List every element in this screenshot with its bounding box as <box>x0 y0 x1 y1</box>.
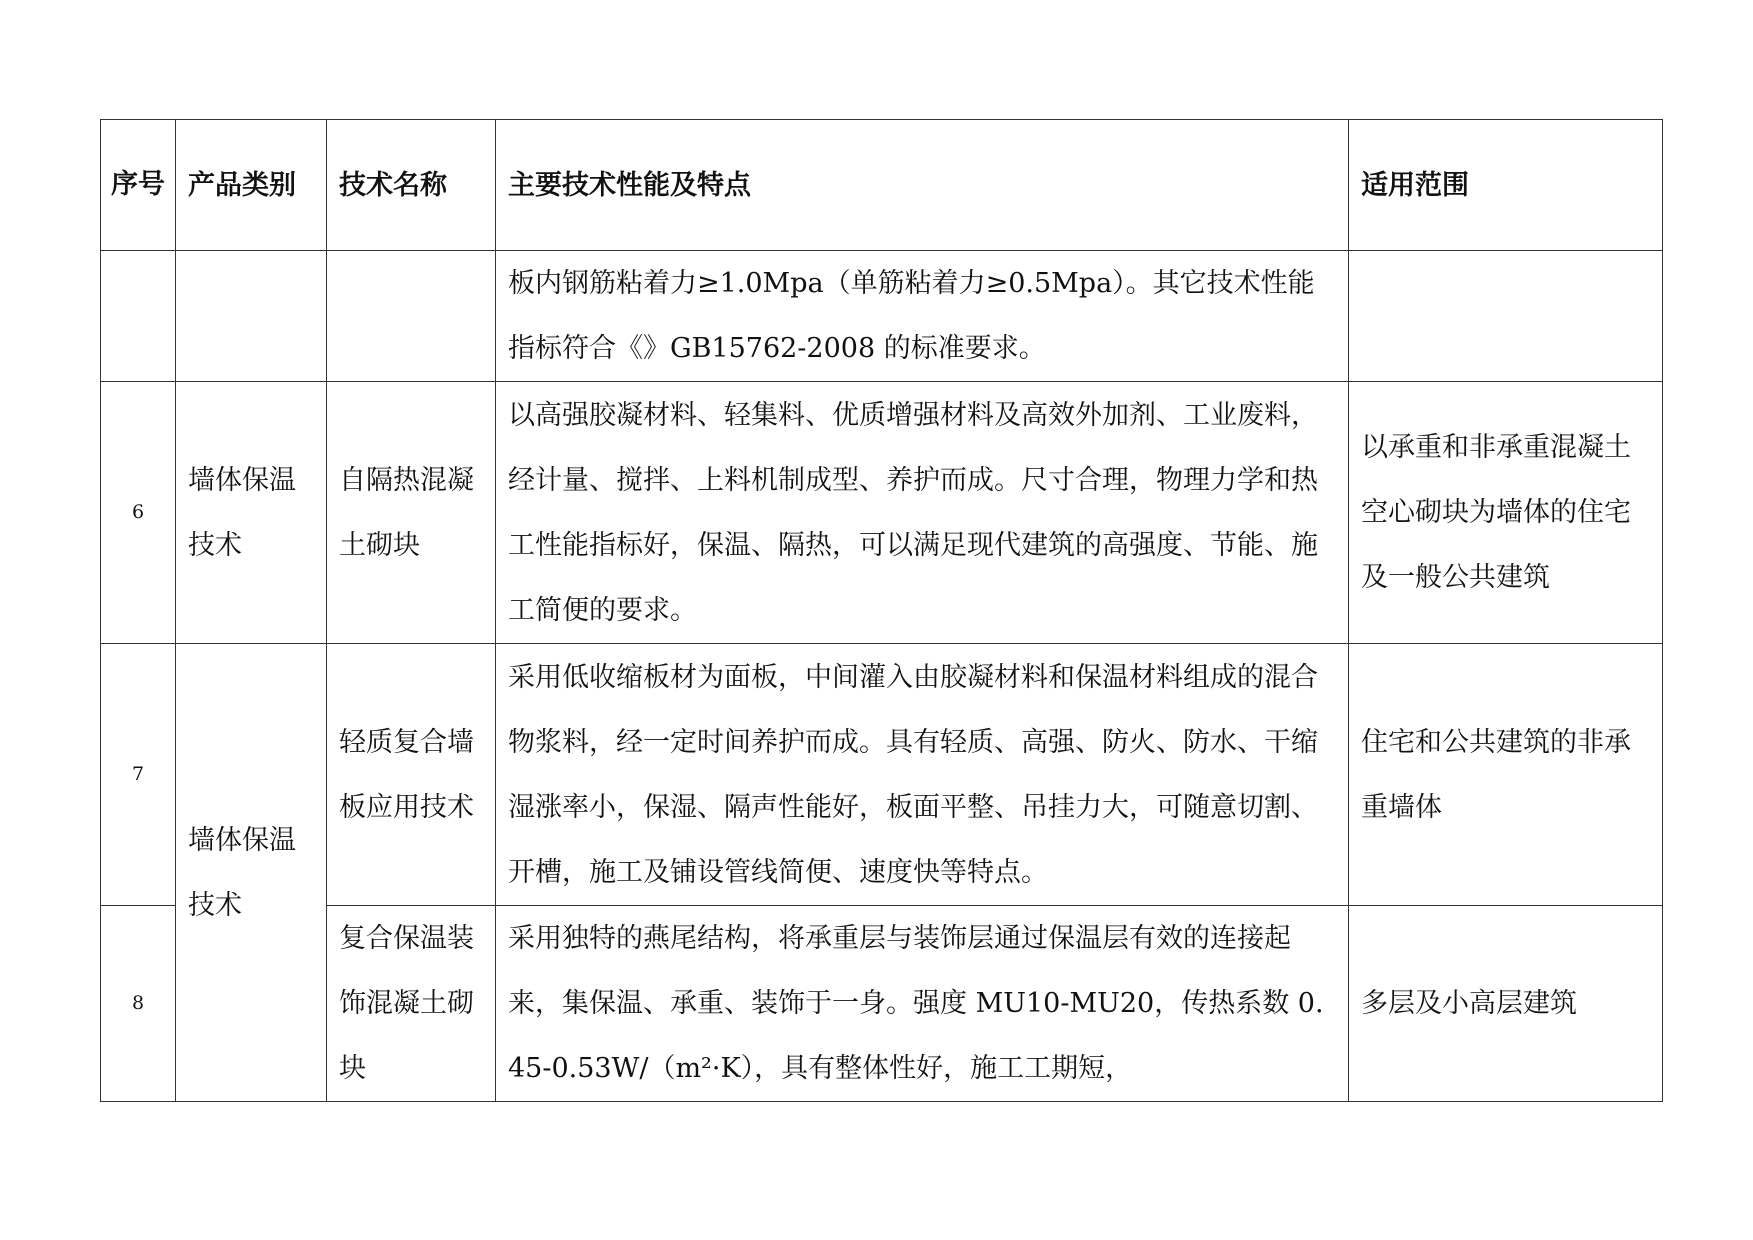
serial-number-cell: 6 <box>101 382 176 644</box>
tech-name-cell: 复合保温装饰混凝土砌块 <box>327 906 496 1102</box>
header-product-category: 产品类别 <box>176 120 327 251</box>
features-cell: 采用独特的燕尾结构，将承重层与装饰层通过保温层有效的连接起来，集保温、承重、装饰于一身。强度 MU10-MU20，传热系数 0.45-0.53W/（m²·K），具有整体性好，施工工期短， <box>496 906 1349 1102</box>
technology-table <box>100 119 1663 1102</box>
scope-cell: 以承重和非承重混凝土空心砌块为墙体的住宅及一般公共建筑 <box>1349 382 1663 644</box>
category-cell-merged: 墙体保温技术 <box>176 644 327 1102</box>
features-cell: 以高强胶凝材料、轻集料、优质增强材料及高效外加剂、工业废料，经计量、搅拌、上料机制成型、养护而成。尺寸合理，物理力学和热工性能指标好，保温、隔热，可以满足现代建筑的高强度、节能、施工简便的要求。 <box>496 382 1349 644</box>
tech-name-cell: 自隔热混凝土砌块 <box>327 382 496 644</box>
table-row <box>101 906 1663 1102</box>
header-serial-number: 序号 <box>101 120 176 251</box>
serial-number-cell: 8 <box>101 906 176 1102</box>
header-technology-name: 技术名称 <box>327 120 496 251</box>
header-main-features: 主要技术性能及特点 <box>496 120 1349 251</box>
tech-name-cell <box>327 251 496 382</box>
category-cell: 墙体保温技术 <box>176 382 327 644</box>
category-cell <box>176 251 327 382</box>
scope-cell <box>1349 251 1663 382</box>
tech-name-cell: 轻质复合墙板应用技术 <box>327 644 496 906</box>
header-application-scope: 适用范围 <box>1349 120 1663 251</box>
table-row <box>101 644 1663 906</box>
serial-number-cell: 7 <box>101 644 176 906</box>
serial-number-cell <box>101 251 176 382</box>
scope-cell: 多层及小高层建筑 <box>1349 906 1663 1102</box>
table-row <box>101 382 1663 644</box>
features-cell: 采用低收缩板材为面板，中间灌入由胶凝材料和保温材料组成的混合物浆料，经一定时间养护而成。具有轻质、高强、防火、防水、干缩湿涨率小，保湿、隔声性能好，板面平整、吊挂力大，可随意切割、开槽，施工及铺设管线简便、速度快等特点。 <box>496 644 1349 906</box>
features-cell: 板内钢筋粘着力≥1.0Mpa（单筋粘着力≥0.5Mpa）。其它技术性能指标符合《》GB15762-2008 的标准要求。 <box>496 251 1349 382</box>
table-row <box>101 251 1663 382</box>
scope-cell: 住宅和公共建筑的非承重墙体 <box>1349 644 1663 906</box>
table-header-row <box>101 120 1663 251</box>
